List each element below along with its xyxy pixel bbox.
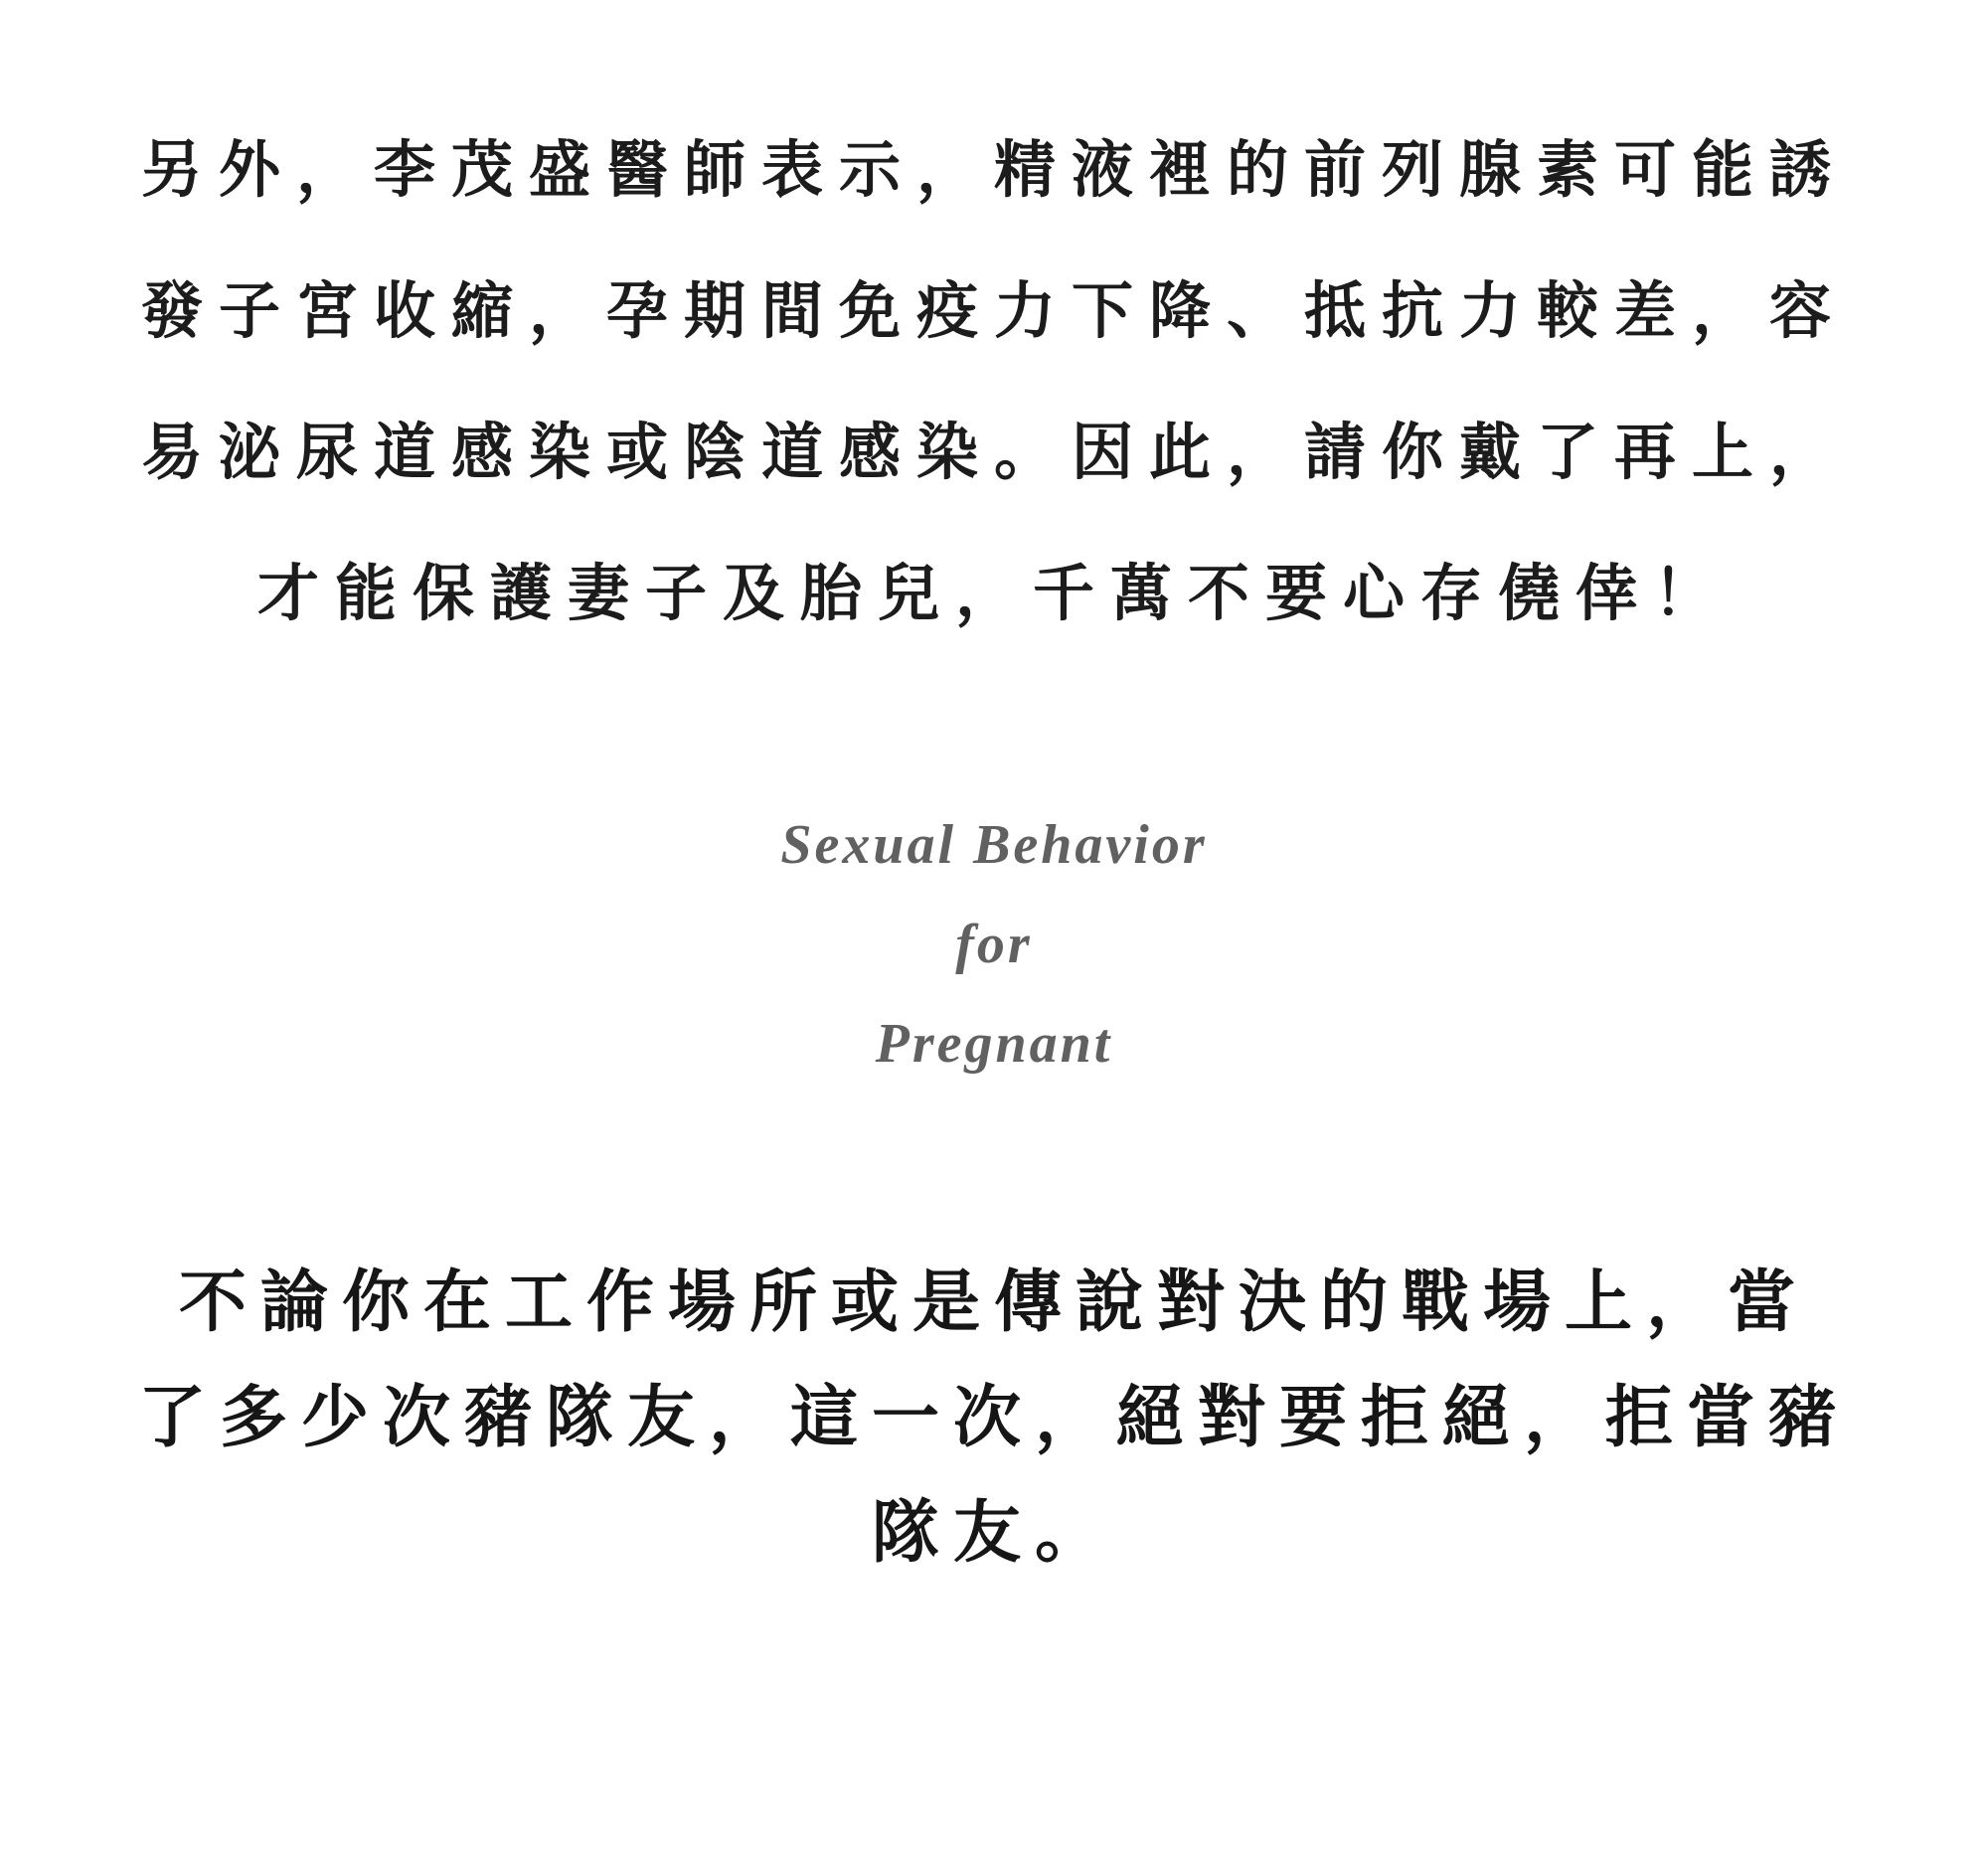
body-paragraph-condom-advice [0, 99, 1988, 664]
paragraph-line: 才能保護妻子及胎兒，千萬不要心存僥倖！ [256, 557, 1731, 629]
paragraph-line: 了多少次豬隊友，這一次，絕對要拒絕，拒當豬 [137, 1378, 1850, 1457]
paragraph-line: 隊友。 [871, 1493, 1116, 1573]
subtitle-line: Sexual Behavior [780, 814, 1208, 876]
body-paragraph-closing [0, 1245, 1988, 1591]
paragraph-line: 不論你在工作場所或是傳說對決的戰場上，當 [178, 1263, 1809, 1342]
paragraph-line: 易泌尿道感染或陰道感染。因此，請你戴了再上， [140, 416, 1847, 488]
section-subtitle [0, 795, 1988, 1094]
paragraph-line: 發子宮收縮，孕期間免疫力下降、抵抗力較差，容 [140, 274, 1847, 347]
subtitle-line: Pregnant [875, 1013, 1113, 1075]
paragraph-line: 另外，李茂盛醫師表示，精液裡的前列腺素可能誘 [140, 133, 1847, 206]
subtitle-line: for [955, 914, 1033, 975]
